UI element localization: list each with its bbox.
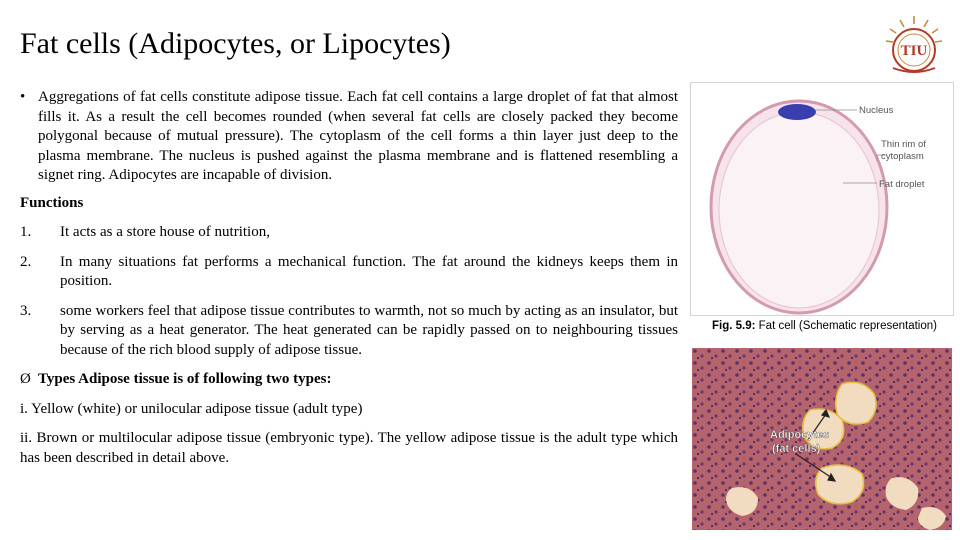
types-heading-text: Types Adipose tissue is of following two types: xyxy=(38,371,332,387)
fat-cell-diagram xyxy=(691,83,953,315)
function-item-1 xyxy=(20,223,678,243)
intro-paragraph xyxy=(20,88,678,186)
type-yellow: i. Yellow (white) or unilocular adipose tissue (adult type) xyxy=(20,400,363,417)
function-text: some workers feel that adipose tissue contributes to warmth, not so much by acting as an insulator, but by serving as a heat generator. The heat generated can be rapidly passed on to neighbouring tissues because of the rich blood supply of adipose tissue. xyxy=(60,302,678,358)
adipose-tissue-micrograph xyxy=(692,348,952,530)
droplet-label: Fat droplet xyxy=(879,179,925,190)
university-logo xyxy=(883,14,945,76)
function-number: 2. xyxy=(20,253,32,270)
rim-label-line-2: cytoplasm xyxy=(881,151,924,162)
type-brown: ii. Brown or multilocular adipose tissue (embryonic type). The yellow adipose tissue is the adult type which has been described in detail above. xyxy=(20,430,678,466)
figure-caption-number: Fig. 5.9: xyxy=(712,320,756,332)
figure-caption-text: Fat cell (Schematic representation) xyxy=(755,320,937,332)
nucleus-label: Nucleus xyxy=(859,105,894,116)
functions-heading: Functions xyxy=(20,194,84,211)
fat-cell-schematic xyxy=(690,82,954,316)
logo-text: TIU xyxy=(900,43,928,59)
bullet-mark: • xyxy=(20,89,26,105)
fat-cells-label: (fat cells) xyxy=(772,443,821,455)
rim-label-line-1: Thin rim of xyxy=(881,139,926,150)
fat-droplet xyxy=(719,112,879,308)
intro-text: Aggregations of fat cells constitute adipose tissue. Each fat cell contains a large droplet of fat that almost fills it. As a result the cell becomes rounded (when several fat cells are closely packed they become polygonal because of mutual pressure). The cytoplasm of the cell forms a thin layer just deep to the plasma membrane. The nucleus is pushed against the plasma membrane and is flattened resembling a signet ring. Adipocytes are incapable of division. xyxy=(38,89,678,183)
slide-body xyxy=(20,88,678,468)
arrow-bullet-icon: Ø xyxy=(20,371,31,387)
nucleus-shape xyxy=(778,104,816,120)
adipocytes-label: Adipocytes xyxy=(770,429,830,441)
slide-title: Fat cells (Adipocytes, or Lipocytes) xyxy=(20,27,451,60)
function-item-3 xyxy=(20,302,678,361)
function-text: In many situations fat performs a mechanical function. The fat around the kidneys keeps them in position. xyxy=(60,253,678,289)
function-number: 3. xyxy=(20,302,32,319)
figure-caption xyxy=(712,320,937,332)
function-text: It acts as a store house of nutrition, xyxy=(60,224,270,240)
function-number: 1. xyxy=(20,224,32,240)
types-heading xyxy=(20,370,678,390)
function-item-2 xyxy=(20,253,678,292)
